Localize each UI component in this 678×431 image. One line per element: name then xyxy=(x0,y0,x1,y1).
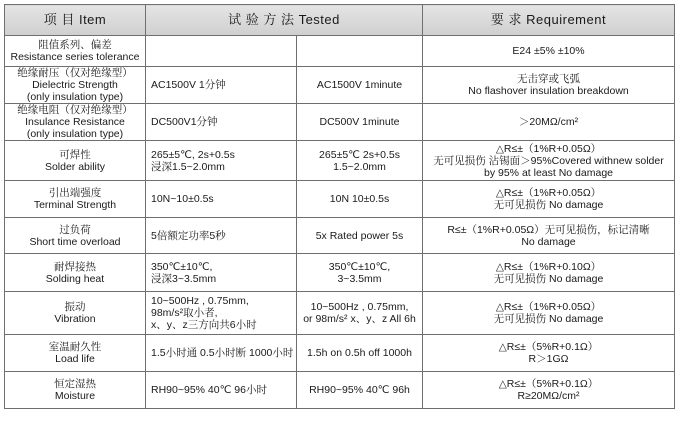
requirement-cell-line: No damage xyxy=(521,235,576,248)
method-cn-cell-line: x、y、z三方向共6小时 xyxy=(151,319,257,331)
method-en-cell xyxy=(297,141,423,181)
method-en-cell xyxy=(297,36,423,67)
requirement-cell-line: △R≤±（5%R+0.1Ω） xyxy=(498,378,599,390)
method-cn-cell xyxy=(146,335,297,372)
requirement-cell-line: ＞20MΩ/cm² xyxy=(518,116,579,128)
item-cell xyxy=(5,254,146,292)
item-cell-line: 恒定湿热 xyxy=(54,378,96,390)
requirement-cell-line: 无可见损伤 No damage xyxy=(493,199,604,211)
method-en-cell xyxy=(297,372,423,409)
method-en-cell-line: 5x Rated power 5s xyxy=(315,229,404,242)
requirement-cell-line: 无击穿或飞弧 xyxy=(517,73,580,85)
item-cell-line: 引出端强度 xyxy=(48,187,102,199)
item-cell-line: Dielectric Strength xyxy=(32,79,118,91)
item-cell xyxy=(5,335,146,372)
item-cell-line: 绝缘电阻（仅对绝缘型） xyxy=(17,104,133,116)
requirement-cell-line: △R≤±（5%R+0.1Ω） xyxy=(498,341,599,353)
method-cn-cell xyxy=(146,141,297,181)
method-en-cell-line: or 98m/s² x、y、z All 6h xyxy=(303,313,416,325)
requirement-cell-line: No flashover insulation breakdown xyxy=(468,85,629,97)
item-cell xyxy=(5,292,146,335)
requirement-cell xyxy=(423,36,675,67)
item-cell xyxy=(5,104,146,141)
requirement-cell xyxy=(423,181,675,218)
specification-table xyxy=(4,4,675,409)
method-cn-cell xyxy=(146,104,297,141)
requirement-cell-line: △R≤±（1%R+0.05Ω） xyxy=(495,142,602,155)
requirement-cell-line: by 95% at least No damage xyxy=(484,166,613,179)
header-method: 试 验 方 法 Tested xyxy=(146,5,423,36)
requirement-cell-line: 无可见损伤 沾锡面＞95%Covered withnew solder xyxy=(433,154,664,167)
table-row xyxy=(5,372,675,409)
requirement-cell-line: E24 ±5% ±10% xyxy=(512,45,585,57)
method-en-cell xyxy=(297,254,423,292)
method-cn-cell-line: 1.5小时通 0.5小时断 1000小时 xyxy=(151,347,294,359)
item-cell-line: 室温耐久性 xyxy=(48,341,102,353)
method-cn-cell-line: 265±5℃, 2s+0.5s xyxy=(151,148,235,161)
item-cell-line: Solding heat xyxy=(45,272,105,285)
method-en-cell-line: DC500V 1minute xyxy=(319,116,400,128)
method-en-cell-line: 350℃±10℃, xyxy=(328,260,391,273)
item-cell-line: (only insulation type) xyxy=(26,128,124,140)
method-en-cell xyxy=(297,292,423,335)
requirement-cell-line: R≥20MΩ/cm² xyxy=(517,390,580,402)
requirement-cell xyxy=(423,67,675,104)
method-en-cell-line: 265±5℃ 2s+0.5s xyxy=(319,148,400,161)
item-cell-line: 可焊性 xyxy=(59,148,91,161)
method-cn-cell xyxy=(146,292,297,335)
item-cell-line: Moisture xyxy=(54,390,96,402)
method-cn-cell-line: 98m/s²取小者, xyxy=(151,307,218,319)
item-cell-line: Load life xyxy=(55,353,95,365)
method-cn-cell-line: 5倍额定功率5秒 xyxy=(151,229,226,242)
method-cn-cell-line: RH90~95% 40℃ 96小时 xyxy=(151,384,267,396)
method-en-cell xyxy=(297,104,423,141)
method-cn-cell-line: 10~500Hz , 0.75mm, xyxy=(151,295,249,307)
requirement-cell-line: 无可见损伤 No damage xyxy=(493,313,604,325)
item-cell-line: 耐焊接热 xyxy=(54,260,96,273)
table-row xyxy=(5,104,675,141)
table-row xyxy=(5,335,675,372)
requirement-cell xyxy=(423,292,675,335)
item-cell xyxy=(5,36,146,67)
item-cell xyxy=(5,181,146,218)
requirement-cell-line: R≤±（1%R+0.05Ω）无可见损伤，标记清晰 xyxy=(447,223,650,236)
method-cn-cell xyxy=(146,36,297,67)
method-en-cell xyxy=(297,218,423,254)
method-cn-cell xyxy=(146,181,297,218)
item-cell-line: (only insulation type) xyxy=(26,91,124,103)
method-cn-cell-line: 350℃±10℃, xyxy=(151,260,213,273)
method-cn-cell-line: DC500V1分钟 xyxy=(151,116,218,128)
table-row xyxy=(5,218,675,254)
method-en-cell xyxy=(297,181,423,218)
requirement-cell-line: R＞1GΩ xyxy=(528,353,569,365)
table-row xyxy=(5,254,675,292)
method-cn-cell xyxy=(146,254,297,292)
method-cn-cell-line: 10N~10±0.5s xyxy=(151,193,214,205)
method-en-cell-line: 10N 10±0.5s xyxy=(329,193,390,205)
requirement-cell-line: △R≤±（1%R+0.05Ω） xyxy=(495,301,602,313)
header-requirement: 要 求 Requirement xyxy=(423,5,675,36)
method-cn-cell-line: 浸深3~3.5mm xyxy=(151,272,217,285)
method-en-cell-line: RH90~95% 40℃ 96h xyxy=(309,384,410,396)
requirement-cell-line: 无可见损伤 No damage xyxy=(493,272,604,285)
item-cell-line: Insulance Resistance xyxy=(25,116,125,128)
table-header-row xyxy=(5,5,675,36)
item-cell xyxy=(5,141,146,181)
method-cn-cell xyxy=(146,218,297,254)
requirement-cell xyxy=(423,218,675,254)
table-row xyxy=(5,67,675,104)
table-row xyxy=(5,292,675,335)
requirement-cell xyxy=(423,335,675,372)
method-en-cell-line: 10~500Hz , 0.75mm, xyxy=(310,301,409,313)
method-en-cell-line: AC1500V 1minute xyxy=(316,79,403,91)
item-cell-line: 阻值系列、偏差 xyxy=(38,39,112,51)
item-cell-line: Short time overload xyxy=(29,235,121,248)
item-cell-line: Terminal Strength xyxy=(33,199,117,211)
header-item: 项 目 Item xyxy=(5,5,146,36)
table-row xyxy=(5,141,675,181)
method-en-cell-line: 3~3.5mm xyxy=(337,272,382,285)
requirement-cell xyxy=(423,141,675,181)
requirement-cell xyxy=(423,104,675,141)
item-cell-line: 振动 xyxy=(64,301,86,313)
method-cn-cell xyxy=(146,372,297,409)
method-cn-cell xyxy=(146,67,297,104)
table-row xyxy=(5,36,675,67)
item-cell-line: Vibration xyxy=(54,313,96,325)
item-cell-line: 绝缘耐压（仅对绝缘型） xyxy=(17,67,133,79)
item-cell xyxy=(5,372,146,409)
method-cn-cell-line: 浸深1.5~2.0mm xyxy=(151,160,225,173)
method-en-cell-line: 1.5~2.0mm xyxy=(333,160,386,173)
requirement-cell xyxy=(423,372,675,409)
item-cell-line: Solder ability xyxy=(44,160,106,173)
table-row xyxy=(5,181,675,218)
item-cell-line: 过负荷 xyxy=(59,223,91,236)
item-cell xyxy=(5,218,146,254)
requirement-cell-line: △R≤±（1%R+0.05Ω） xyxy=(495,187,602,199)
method-en-cell-line: 1.5h on 0.5h off 1000h xyxy=(307,347,412,359)
method-en-cell xyxy=(297,335,423,372)
requirement-cell xyxy=(423,254,675,292)
item-cell-line: Resistance series tolerance xyxy=(10,51,140,63)
requirement-cell-line: △R≤±（1%R+0.10Ω） xyxy=(495,260,602,273)
method-en-cell xyxy=(297,67,423,104)
method-cn-cell-line: AC1500V 1分钟 xyxy=(151,79,226,91)
item-cell xyxy=(5,67,146,104)
